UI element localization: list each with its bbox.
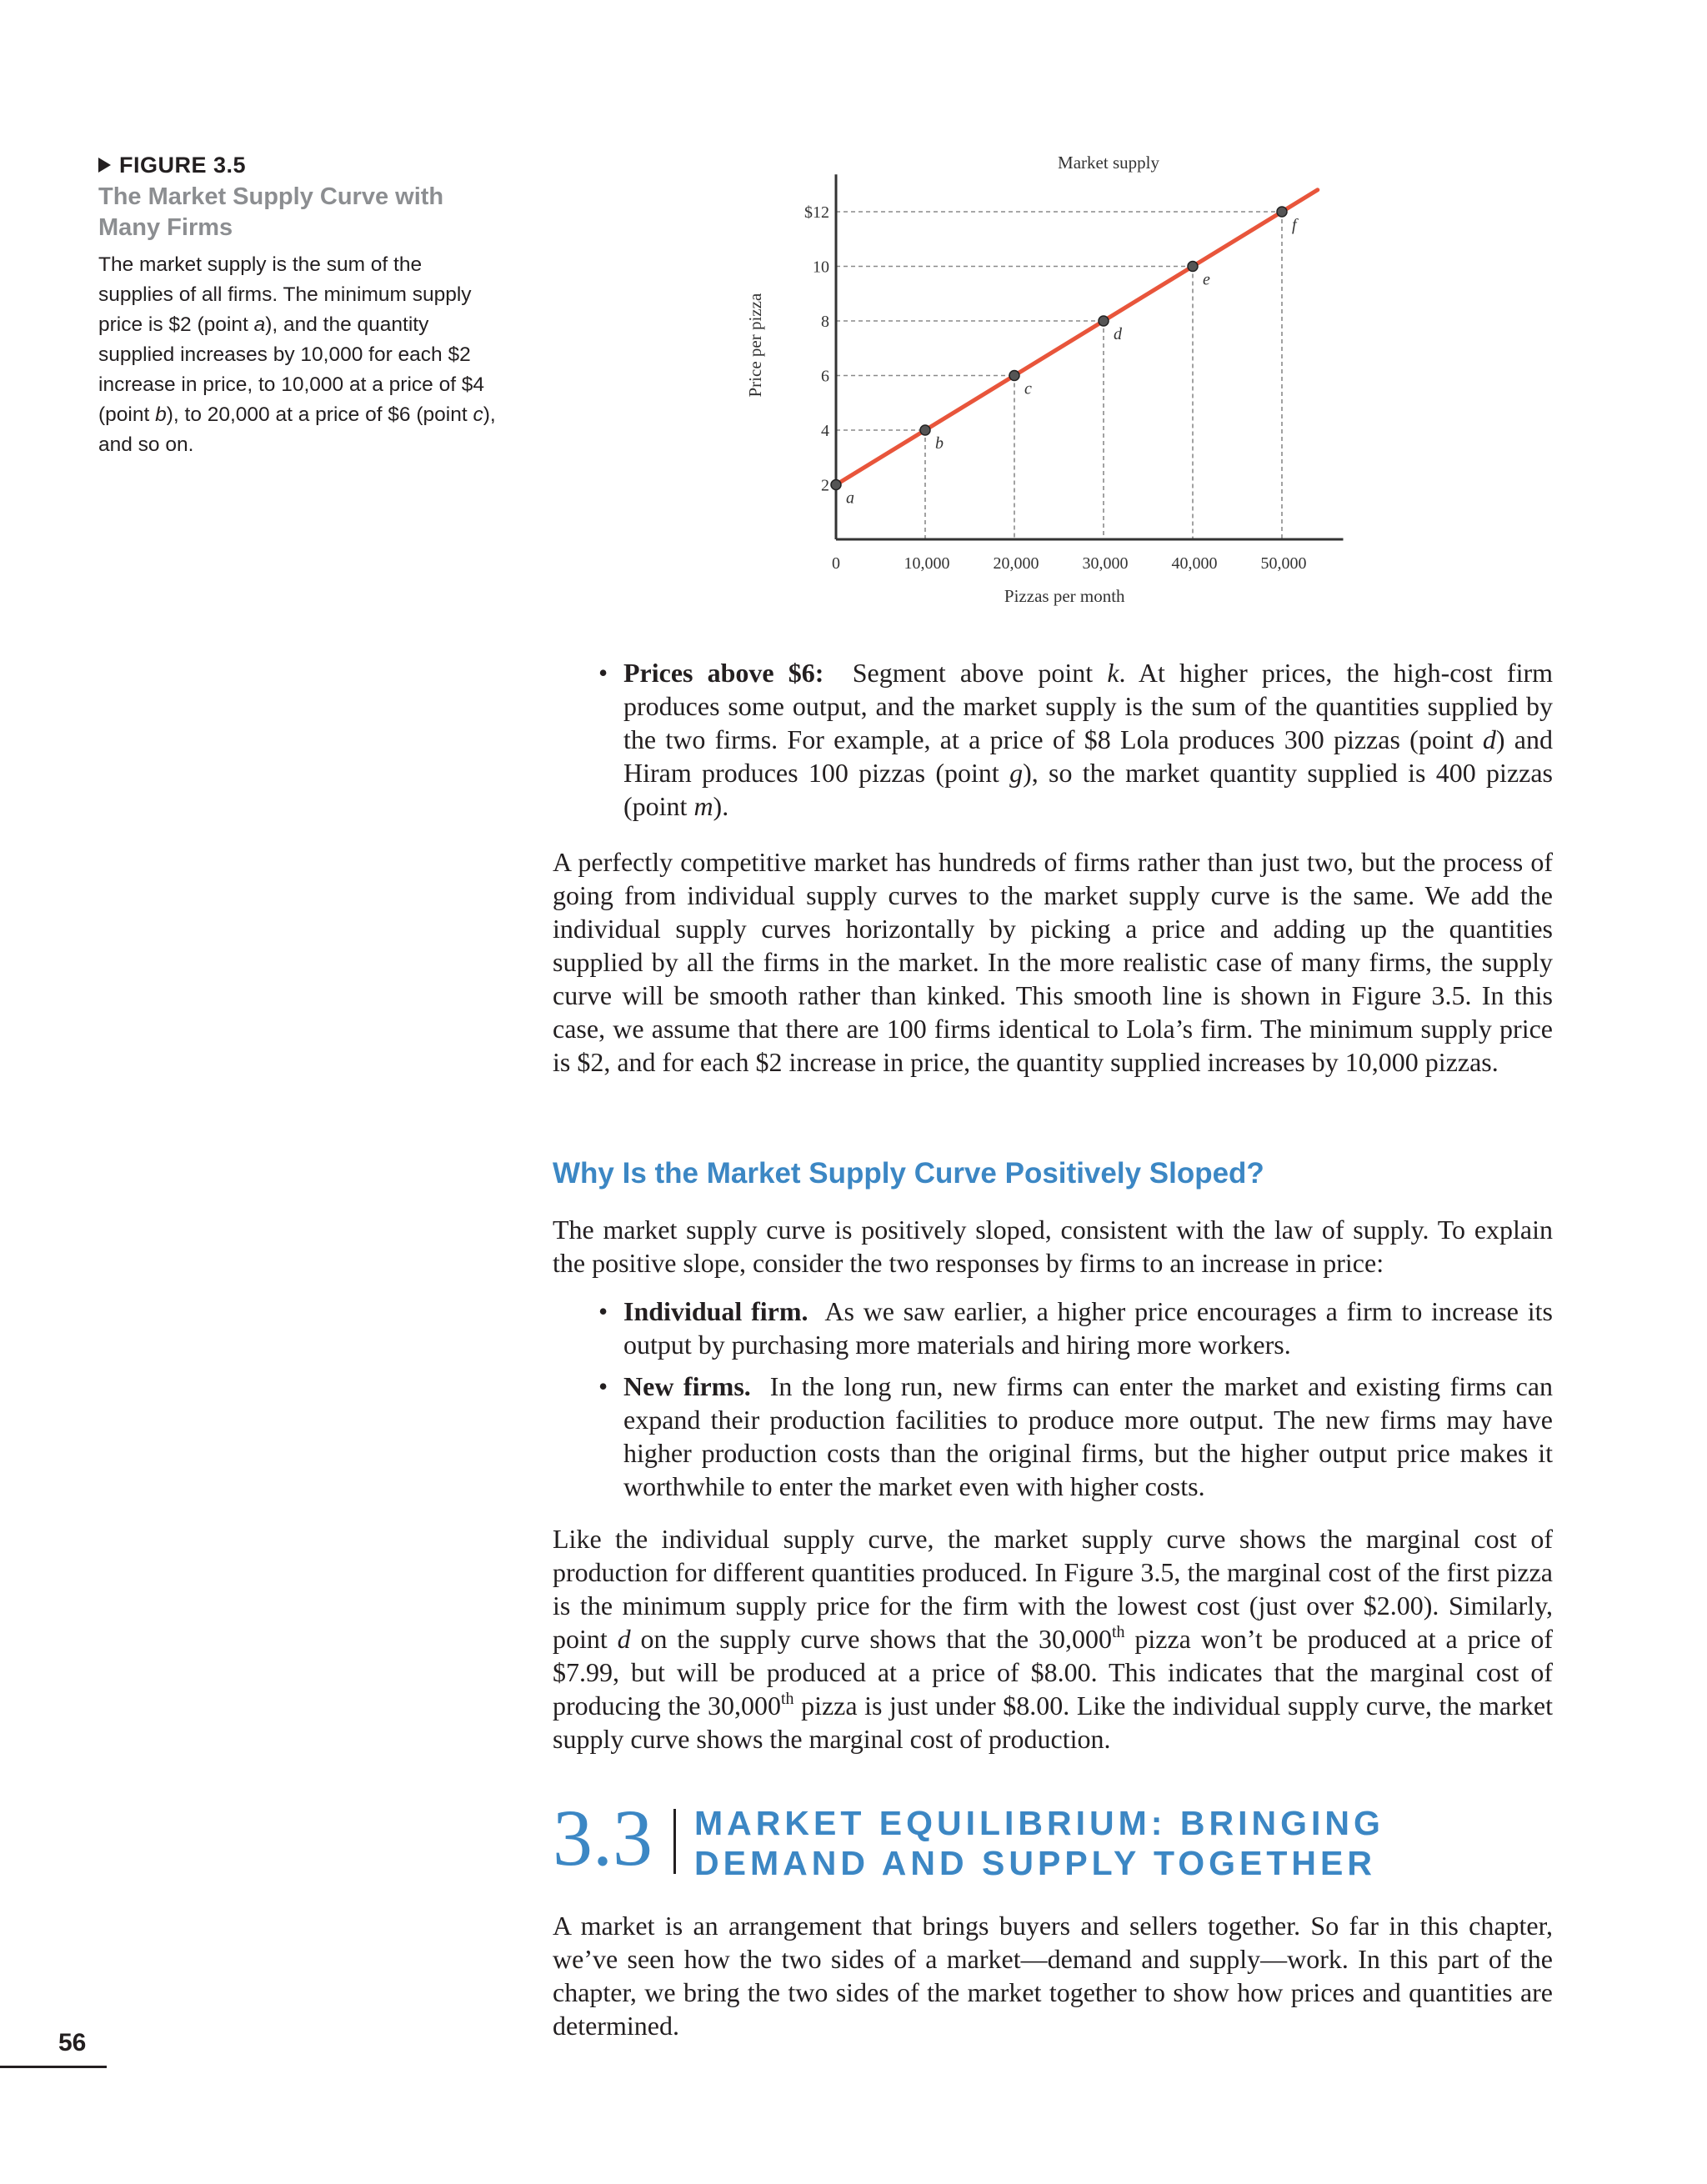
data-point-f [1277,207,1287,217]
desc-part: ), and so on. [98,403,496,456]
paragraph-market-many-firms [553,845,1553,1079]
y-tick-label: 8 [821,313,829,331]
y-tick-label: 2 [821,476,829,495]
point-label-e: e [1203,270,1210,289]
bullet-text: ). [713,791,729,821]
section-number: 3.3 [553,1793,653,1882]
page-number-rule [0,2066,107,2068]
bullet-prices-above-6 [553,656,1553,823]
y-tick-label: 10 [813,258,829,277]
data-point-b [920,425,930,435]
paragraph-text: pizza is just under $8.00. Like the individual supply curve, the market supply curve shows the marginal cost of production. [553,1691,1554,1754]
x-tick-label: 30,000 [1082,554,1129,573]
paragraph-law-of-supply [553,1213,1553,1280]
bullet-text: As we saw earlier, a higher price encourages a firm to increase its output by purchasing more materials and hiring more workers. [623,1296,1554,1360]
paragraph-text: A perfectly competitive market has hundreds of firms rather than just two, but the process of going from individual supply curves to the market supply curve is the same. We add the individual supply curves horizontally by picking a price and adding up the quantities supplied by all the firms in the market. In the more realistic case of many firms, the supply curve will be smooth rather than kinked. This smooth line is shown in Figure 3.5. In this case, we assume that there are 100 firms identical to Lola’s firm. The minimum supply price is $2, and for each $2 increase in price, the quantity supplied increases by 10,000 pizzas. [553,847,1553,1077]
y-tick-label: 6 [821,367,829,386]
bullet-dot: • [598,1371,608,1401]
y-tick-label: 4 [821,422,829,440]
chart-title: Market supply [1058,153,1159,173]
y-axis-title: Price per pizza [745,293,765,398]
figure-description [98,250,498,460]
supply-curve-line [836,190,1318,485]
bullet-lead: Prices above $6: [623,658,824,688]
bullet-lead: Individual firm. [623,1296,808,1326]
bullet-text: . At higher prices, the high-cost firm produces some output, and the market supply is the sum of the quantities supplied by the two firms. For example, at a price of $8 Lola produces 300 pizzas (point [623,658,1554,754]
heading-text: Why Is the Market Supply Curve Positively Sloped? [553,1157,1264,1190]
point-label-b: b [935,434,944,453]
x-axis-title: Pizzas per month [1004,586,1125,606]
figure-title: The Market Supply Curve with Many Firms [98,183,444,241]
x-tick-label: 0 [832,554,840,573]
point-k: k [1107,658,1119,688]
paragraph-text: The market supply curve is positively sloped, consistent with the law of supply. To explain the positive slope, consider the two responses by firms to an increase in price: [553,1215,1553,1278]
data-point-a [831,480,841,490]
data-point-e [1188,262,1198,272]
x-tick-label: 50,000 [1260,554,1307,573]
point-label-c: c [1024,379,1032,398]
section-title-line: DEMAND AND SUPPLY TOGETHER [694,1844,1376,1882]
superscript: th [1111,1623,1125,1641]
bullet-new-firms [553,1370,1553,1503]
page-number: 56 [58,2029,87,2056]
paragraph-marginal-cost [553,1522,1553,1756]
paragraph-text: Like the individual supply curve, the market supply curve shows the marginal cost of production for different quantities produced. In Figure 3.5, the marginal cost of the first pizza is the minimum supply price for the firm with the lowest cost (just over $2.00). Similarly, point [553,1524,1553,1654]
data-point-c [1009,371,1019,381]
desc-part: ), and the quantity supplied increases by 10,000 for each $2 increase in price, to 10,000 at a price of $4 (point [98,313,485,426]
x-tick-label: 40,000 [1171,554,1218,573]
point-d: d [617,1624,631,1654]
bullet-text: ) and Hiram produces 100 pizzas (point [623,724,1554,788]
section-title-line: MARKET EQUILIBRIUM: BRINGING [694,1804,1384,1842]
data-point-d [1099,316,1109,326]
figure-label-text: FIGURE 3.5 [119,153,247,178]
point-m: m [693,791,713,821]
point-label-d: d [1114,325,1122,343]
desc-point-c: c [473,403,483,426]
desc-point-a: a [253,313,266,336]
market-supply-chart [733,142,1350,634]
figure-caption [98,150,498,460]
point-label-a: a [846,488,854,508]
bullet-text: In the long run, new firms can enter the market and existing firms can expand their production facilities to produce more output. The new firms may have higher production costs than the original firms, but the higher output price makes it worthwhile to enter the market even with higher costs. [623,1371,1554,1501]
section-divider [673,1809,676,1874]
section-heading-positive-slope [553,1155,1553,1192]
bullet-dot: • [598,1296,608,1326]
triangle-icon [98,158,111,173]
bullet-text: Segment above point [852,658,1108,688]
desc-part: ), to 20,000 at a price of $6 (point [166,403,473,426]
paragraph-text: on the supply curve shows that the 30,000 [630,1624,1112,1654]
bullet-text: ), so the market quantity supplied is 400 pizzas (point [623,758,1554,821]
point-g: g [1009,758,1024,788]
paragraph-text: A market is an arrangement that brings buyers and sellers together. So far in this chapter, we’ve seen how the two sides of a market—demand and supply—work. In this part of the chapter, we bring the two sides of the market together to show how prices and quantities are determined. [553,1911,1553,2041]
desc-part: The market supply is the sum of the supplies of all firms. The minimum supply price is $2 (point [98,253,472,336]
superscript: th [780,1690,794,1708]
figure-label [98,150,498,180]
paragraph-text: pizza won’t be produced at a price of $7.99, but will be produced at a price of $8.00. This indicates that the marginal cost of producing the 30,000 [553,1624,1554,1721]
bullet-individual-firm [553,1295,1553,1361]
section-title [694,1803,1384,1883]
y-tick-label: $12 [804,203,829,222]
paragraph-market-equilibrium [553,1909,1553,2042]
x-tick-label: 20,000 [993,554,1039,573]
point-d: d [1482,724,1496,754]
desc-point-b: b [155,403,167,426]
x-tick-label: 10,000 [904,554,950,573]
bullet-lead: New firms. [623,1371,751,1401]
point-label-f: f [1292,216,1297,234]
bullet-dot: • [598,658,608,688]
